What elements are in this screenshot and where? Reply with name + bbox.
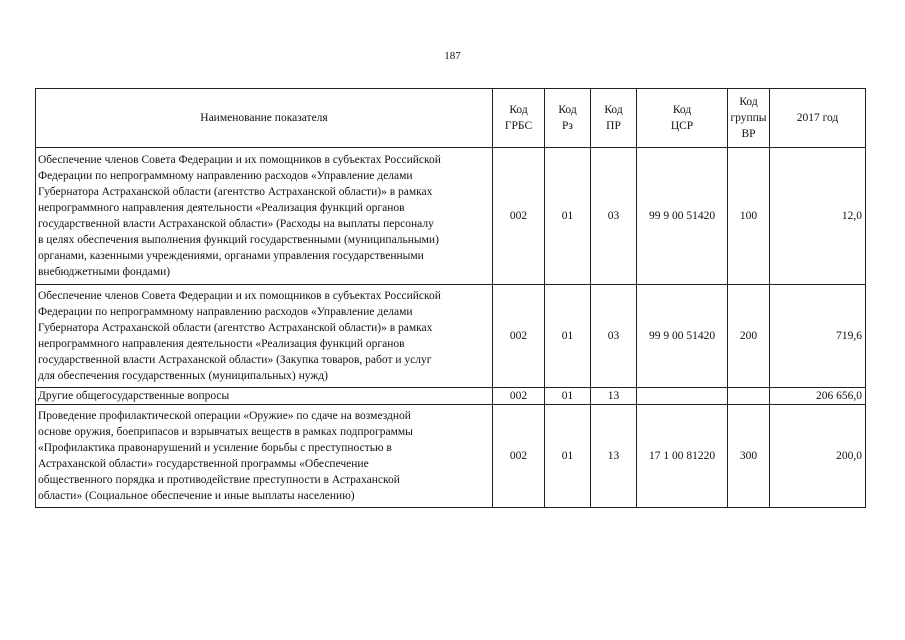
row-csr bbox=[637, 388, 728, 405]
row-grbs: 002 bbox=[493, 285, 545, 388]
header-pr: Код ПР bbox=[591, 89, 637, 148]
row-name: Другие общегосударственные вопросы bbox=[36, 388, 493, 405]
table-row bbox=[36, 405, 866, 508]
row-pr: 03 bbox=[591, 148, 637, 285]
row-vr bbox=[728, 388, 770, 405]
row-amount: 12,0 bbox=[770, 148, 866, 285]
row-rz: 01 bbox=[545, 148, 591, 285]
row-pr: 13 bbox=[591, 405, 637, 508]
row-csr: 99 9 00 51420 bbox=[637, 285, 728, 388]
header-grbs: Код ГРБС bbox=[493, 89, 545, 148]
row-amount: 206 656,0 bbox=[770, 388, 866, 405]
row-grbs: 002 bbox=[493, 388, 545, 405]
row-name: Обеспечение членов Совета Федерации и их помощников в субъектах Российской Федерации по непрограммному направлению расходов «Управление делами Губернатора Астраханской области (агентство Астраханской области)» в рамках непрограммного направления деятельности «Реализация функций органов государственной власти Астраханской области» (Расходы на выплаты персоналу в целях обеспечения выполнения функций государственными (муниципальными) органами, казенными учреждениями, органами управления государственными внебюджетными фондами) bbox=[36, 148, 493, 285]
header-row bbox=[36, 89, 866, 148]
row-name: Обеспечение членов Совета Федерации и их помощников в субъектах Российской Федерации по непрограммному направлению расходов «Управление делами Губернатора Астраханской области (агентство Астраханской области)» в рамках непрограммного направления деятельности «Реализация функций органов государственной власти Астраханской области» (Закупка товаров, работ и услуг для обеспечения государственных (муниципальных) нужд) bbox=[36, 285, 493, 388]
table-row bbox=[36, 388, 866, 405]
header-csr: Код ЦСР bbox=[637, 89, 728, 148]
row-vr: 200 bbox=[728, 285, 770, 388]
row-csr: 99 9 00 51420 bbox=[637, 148, 728, 285]
budget-table bbox=[35, 88, 866, 508]
row-rz: 01 bbox=[545, 388, 591, 405]
page-number: 187 bbox=[444, 50, 461, 62]
table-row bbox=[36, 148, 866, 285]
row-pr: 13 bbox=[591, 388, 637, 405]
row-csr: 17 1 00 81220 bbox=[637, 405, 728, 508]
header-year: 2017 год bbox=[770, 89, 866, 148]
row-amount: 719,6 bbox=[770, 285, 866, 388]
row-rz: 01 bbox=[545, 285, 591, 388]
row-grbs: 002 bbox=[493, 148, 545, 285]
row-name: Проведение профилактической операции «Оружие» по сдаче на возмездной основе оружия, боеприпасов и взрывчатых веществ в рамках подпрограммы «Профилактика правонарушений и усиление борьбы с преступностью в Астраханской области» государственной программы «Обеспечение общественного порядка и противодействие преступности в Астраханской области» (Социальное обеспечение и иные выплаты населению) bbox=[36, 405, 493, 508]
row-amount: 200,0 bbox=[770, 405, 866, 508]
row-rz: 01 bbox=[545, 405, 591, 508]
header-vr: Код группы ВР bbox=[728, 89, 770, 148]
table-row bbox=[36, 285, 866, 388]
row-pr: 03 bbox=[591, 285, 637, 388]
header-rz: Код Рз bbox=[545, 89, 591, 148]
row-grbs: 002 bbox=[493, 405, 545, 508]
header-name: Наименование показателя bbox=[36, 89, 493, 148]
row-vr: 300 bbox=[728, 405, 770, 508]
row-vr: 100 bbox=[728, 148, 770, 285]
